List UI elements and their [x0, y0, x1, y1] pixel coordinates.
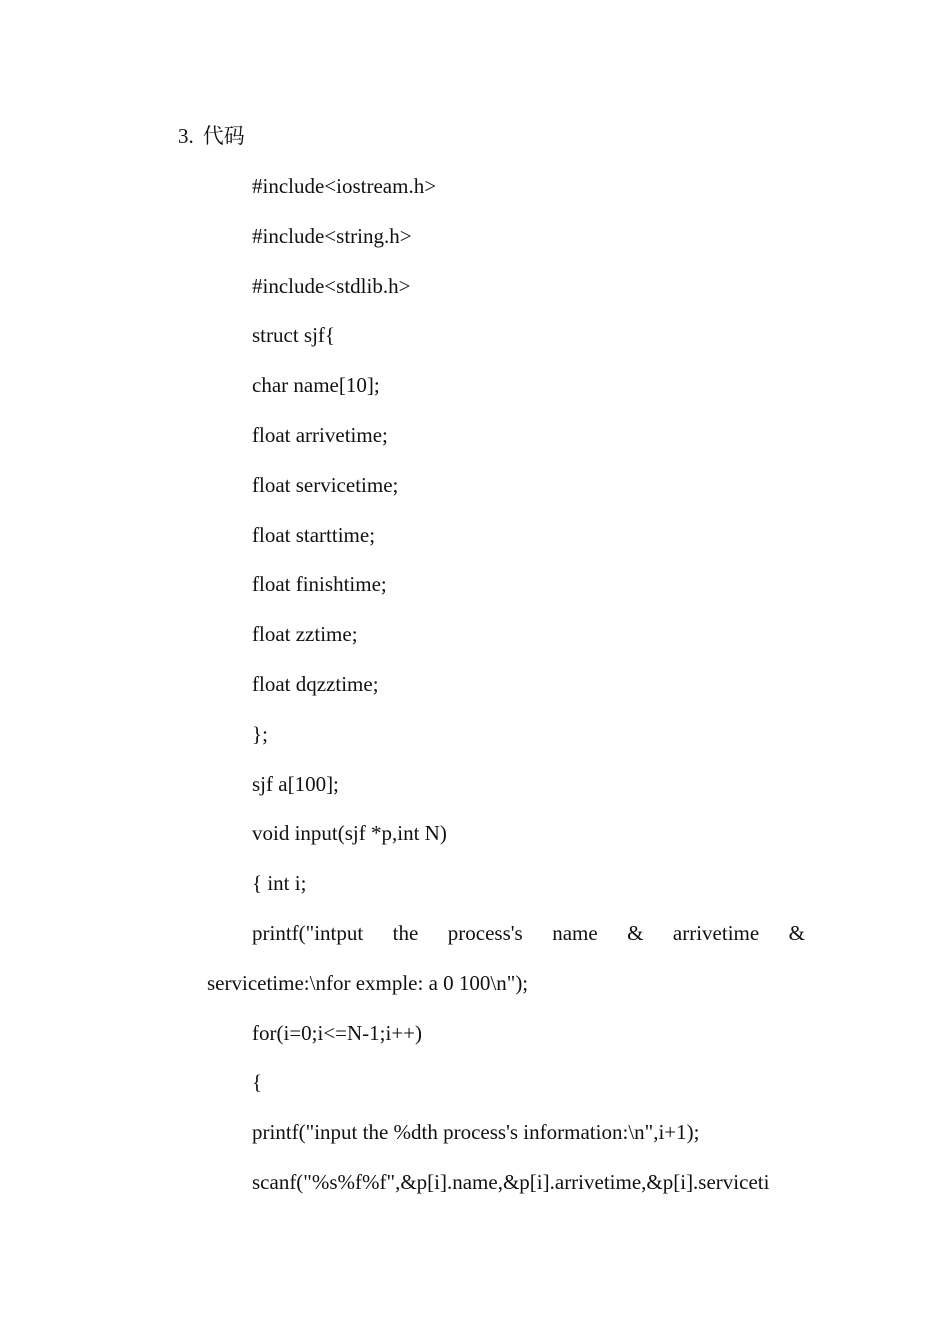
code-line: float arrivetime; [252, 422, 388, 447]
code-line: float dqzztime; [252, 671, 379, 696]
code-line: struct sjf{ [252, 323, 335, 348]
code-line: { [252, 1070, 263, 1095]
code-line: #include<stdlib.h> [252, 273, 411, 298]
code-line-continuation: servicetime:\nfor exmple: a 0 100\n"); [207, 970, 529, 995]
code-line: char name[10]; [252, 373, 380, 398]
section-title: 代码 [202, 124, 245, 148]
code-line: void input(sjf *p,int N) [252, 821, 447, 846]
code-line: float starttime; [252, 522, 376, 547]
code-line: scanf("%s%f%f",&p[i].name,&p[i].arrivetime,&p[i].serviceti [252, 1169, 770, 1194]
code-line: for(i=0;i<=N-1;i++) [252, 1020, 423, 1045]
code-line: float finishtime; [252, 572, 387, 597]
section-heading [178, 122, 245, 150]
section-number: 3. [178, 124, 194, 148]
code-line: #include<iostream.h> [252, 174, 437, 198]
code-line: float zztime; [252, 622, 358, 647]
code-listing [207, 172, 805, 1218]
code-line: float servicetime; [252, 472, 399, 497]
code-line-wrapped: printf("intput the process's name & arrivetime & [252, 920, 805, 945]
code-line: }; [252, 721, 268, 746]
code-line: #include<string.h> [252, 223, 412, 248]
code-line: { int i; [252, 871, 307, 896]
code-line: printf("input the %dth process's information:\n",i+1); [252, 1120, 700, 1145]
code-line: sjf a[100]; [252, 771, 339, 796]
